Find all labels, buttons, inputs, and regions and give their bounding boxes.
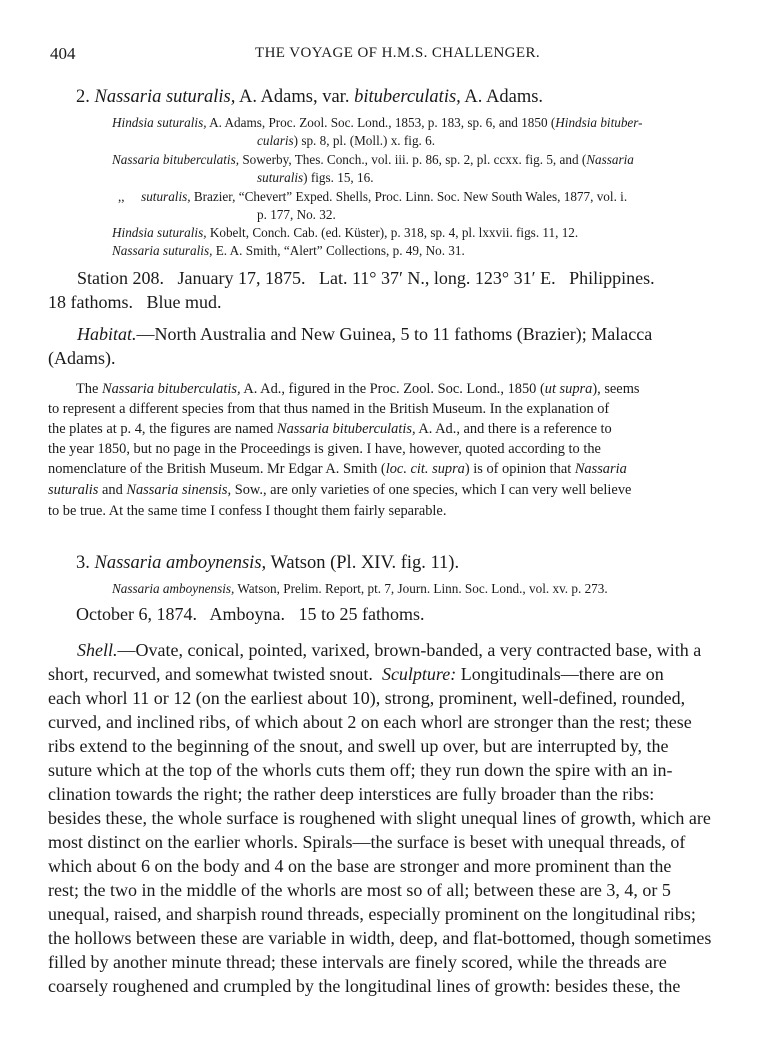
note-line: nomenclature of the British Museum. Mr Edgar A. Smith (loc. cit. supra) is of opinion that Nassaria <box>48 461 627 477</box>
running-title: THE VOYAGE OF H.M.S. CHALLENGER. <box>255 45 541 61</box>
synonymy-line: suturalis) figs. 15, 16. <box>257 170 374 185</box>
shell-description-line: clination towards the right; the rather deep interstices are fully broader than the ribs: <box>48 784 655 804</box>
synonymy-line: ,, suturalis, Brazier, “Chevert” Exped. Shells, Proc. Linn. Soc. New South Wales, 1877, vol. i. <box>118 189 628 204</box>
species-2-heading: 2. Nassaria suturalis, A. Adams, var. bituberculatis, A. Adams. <box>76 87 544 107</box>
station-line: 18 fathoms. Blue mud. <box>48 292 222 312</box>
station-line: Station 208. January 17, 1875. Lat. 11° 37′ N., long. 123° 31′ E. Philippines. <box>77 268 655 288</box>
shell-description-line: besides these, the whole surface is roughened with slight unequal lines of growth, which are <box>48 808 711 828</box>
habitat-line: Habitat.—North Australia and New Guinea, 5 to 11 fathoms (Brazier); Malacca <box>77 324 653 344</box>
shell-description-line: short, recurved, and somewhat twisted snout. Sculpture: Longitudinals—there are on <box>48 664 664 684</box>
synonymy-line: cularis) sp. 8, pl. (Moll.) x. fig. 6. <box>257 133 436 148</box>
note-line: The Nassaria bituberculatis, A. Ad., figured in the Proc. Zool. Soc. Lond., 1850 (ut supra), seems <box>76 381 640 397</box>
synonymy-line: Hindsia suturalis, A. Adams, Proc. Zool. Soc. Lond., 1853, p. 183, sp. 6, and 1850 (Hindsia bituber- <box>112 115 643 130</box>
shell-description-line: ribs extend to the beginning of the snout, and swell up over, but are interrupted by, the <box>48 736 669 756</box>
synonymy-line: p. 177, No. 32. <box>257 207 336 222</box>
note-line: to represent a different species from that thus named in the British Museum. In the explanation of <box>48 401 610 417</box>
shell-description-line: filled by another minute thread; these intervals are finely scored, while the threads are <box>48 952 667 972</box>
shell-description-line: which about 6 on the body and 4 on the base are stronger and more prominent than the <box>48 856 672 876</box>
page-number: 404 <box>50 44 76 63</box>
synonymy-line: Hindsia suturalis, Kobelt, Conch. Cab. (ed. Küster), p. 318, sp. 4, pl. lxxvii. figs. 11, 12. <box>112 225 579 240</box>
shell-description-line: each whorl 11 or 12 (on the earliest about 10), strong, prominent, well-defined, rounded, <box>48 688 686 708</box>
note-line: the plates at p. 4, the figures are named Nassaria bituberculatis, A. Ad., and there is a reference to <box>48 421 612 437</box>
note-line: to be true. At the same time I confess I thought them fairly separable. <box>48 503 447 519</box>
shell-description-line: most distinct on the earlier whorls. Spirals—the surface is beset with unequal threads, of <box>48 832 686 852</box>
synonymy-line: Nassaria amboynensis, Watson, Prelim. Report, pt. 7, Journ. Linn. Soc. Lond., vol. xv. p. 273. <box>112 581 608 596</box>
synonymy-line: Nassaria suturalis, E. A. Smith, “Alert” Collections, p. 49, No. 31. <box>112 243 465 258</box>
shell-description-line: Shell.—Ovate, conical, pointed, varixed, brown-banded, a very contracted base, with a <box>77 640 702 660</box>
note-line: the year 1850, but no page in the Proceedings is given. I have, however, quoted according to the <box>48 441 601 457</box>
synonymy-line: Nassaria bituberculatis, Sowerby, Thes. Conch., vol. iii. p. 86, sp. 2, pl. ccxx. fig. 5, and (Nassaria <box>112 152 634 167</box>
shell-description-line: coarsely roughened and crumpled by the longitudinal lines of growth: besides these, the <box>48 976 681 996</box>
shell-description-line: suture which at the top of the whorls cuts them off; they run down the spire with an in- <box>48 760 673 780</box>
habitat-line: (Adams). <box>48 348 116 368</box>
shell-description-line: curved, and inclined ribs, of which about 2 on each whorl are stronger than the rest; these <box>48 712 692 732</box>
shell-description-line: the hollows between these are variable in width, deep, and flat-bottomed, though sometimes <box>48 928 712 948</box>
shell-description-line: unequal, raised, and sharpish round threads, especially prominent on the longitudinal ribs; <box>48 904 696 924</box>
note-line: suturalis and Nassaria sinensis, Sow., are only varieties of one species, which I can very well believe <box>48 482 632 498</box>
shell-description-line: rest; the two in the middle of the whorls are most so of all; between these are 3, 4, or 5 <box>48 880 671 900</box>
running-header <box>50 44 730 66</box>
species-3-heading: 3. Nassaria amboynensis, Watson (Pl. XIV. fig. 11). <box>76 553 460 573</box>
station-line: October 6, 1874. Amboyna. 15 to 25 fathoms. <box>76 604 425 624</box>
